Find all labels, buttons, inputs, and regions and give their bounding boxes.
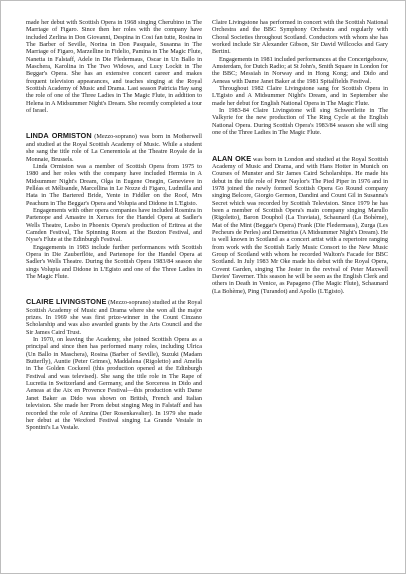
bio-claire-livingstone-continued xyxy=(212,19,388,137)
bio-lead-paragraph xyxy=(26,132,202,162)
left-column xyxy=(26,19,202,440)
right-column xyxy=(212,19,388,303)
bio-paragraph: In 1983-84 Claire Livingstone will sing Schwertleite in The Valkyrie for the new production of The Ring Cycle at the English National Opera. During Scottish Opera's 1983/84 season she will sing one of the Three Ladies in The Magic Flute. xyxy=(212,107,388,137)
bio-lead-paragraph xyxy=(212,155,388,296)
bio-linda-ormiston xyxy=(26,132,202,280)
singer-name: ALAN OKE xyxy=(212,153,252,163)
bio-paragraph: Engagements with other opera companies have included Rosmira in Partenope and Amastre in Xerxes for the Handel Opera at Sadler's Wells Theatre, Lesbo in Phoenix Opera's production of Eritrea at the Camden Festival, The Spinning Room at the Buxton Festival, and Nyse's Flute at the Edinburgh Festival. xyxy=(26,206,202,244)
bio-paragraph: Linda Ormiston was a member of Scottish Opera from 1975 to 1980 and her roles with the company have included Hermia in A Midsummer Night's Dream, Olga in Eugene Onegin, Genevieve in Pelléas et Mélisande, Marcellina in Le Nozze di Figaro, Ludmilla and Hata in The Bartered Bride, Yente in Fiddler on the Roof, Mrs Peachum in The Beggar's Opera and Volupia and Didone in L'Egisto. xyxy=(26,162,202,207)
bio-intro xyxy=(26,19,202,114)
bio-claire-livingstone xyxy=(26,298,202,431)
bio-lead-text: was born in London and studied at the Royal Scottish Academy of Music and Drama, and with Hans Hotter in Munich on Courses of Munster and Sir James Caird Scholarships. He made his debut in the title role of Peter Naylor's The Pied Piper in 1976 and in 1978 joined the newly formed Scottish Opera Go Round company singing Belcore, Giorgio Germon, Dandini and Count Gil in Susanna's Secret which was recorded by Scottish Television. Since 1979 he has been a member of Scottish Opera's main company singing Marullo (Rigoletto), Baron Douphol (La Traviata), Schaunard (La Bohème), Mat of the Mint (Beggar's Opera) Frank (Die Fledermaus), Zurga (Les Pecheurs de Perles) and Demetrius (A Midsummer Night's Dream). He is well known in Scotland as a concert artist with a repertoire ranging from work with the Scottish Early Music Consort to the New Music Group of Scotland with whom he recorded Walton's Facade for BBC Scotland. In July 1983 Mr Oke made his debut with the Royal Opera, Covent Garden, singing The Jester in the revival of Peter Maxwell Davies' Taverner. This season he will be seen as the English Clerk and others in Death in Venice, as Papageno (The Magic Flute), Schaunard (La Bohème), Ping (Turandot) and Apollo (L'Egisto). xyxy=(212,155,389,295)
bio-paragraph: Engagements in 1983 include further performances with Scottish Opera in Die Zauberflöte, and Partenope for the Handel Opera at Sadler's Wells Theatre. During the Scottish Opera 1983/84 season she sings Volupia and Didone in L'Egisto and one of the Three Ladies in The Magic Flute. xyxy=(26,243,202,280)
bio-alan-oke xyxy=(212,155,388,296)
bio-paragraph: made her debut with Scottish Opera in 1968 singing Cherubino in The Marriage of Figaro. Since then her roles with the company have included Zerlina in Don Giovanni, Despina in Cosi fan tutte, Rosina in The Barber of Seville, Norina in Don Pasquale, Susanna in The Marriage of Figaro, Marzelline in Fidelio, Pamina in The Magic Flute, Nanetta in Falstaff, Adele in Die Fledermaus, Oscar in Un Ballo in Maschera, Karolina in The Two Widows, and Lucy Lockit in The Beggar's Opera. She has an extensive concert career and makes frequent television appearances, and teaches singing at the Royal Scottish Academy of Music and Drama. Last season Patricia Hay sang the role of one of the Three Ladies in The Magic Flute, in addition to Helena in A Midsummer Night's Dream. She recently completed a tour of Israel. xyxy=(26,19,202,115)
bio-lead-text: (Mezzo-soprano) was born in Motherwell and studied at the Royal Scottish Academy of Music. While a student she sang the title role of La Cenerentola at the Theatre Royale de la Monnaie, Brussels. xyxy=(26,133,202,163)
bio-lead-paragraph xyxy=(26,298,202,336)
bio-paragraph: In 1970, on leaving the Academy, she joined Scottish Opera as a principal and since then has performed many roles, including Ulrica (Un Ballo in Maschera), Rosina (Barber of Seville), Suzuki (Madam Butterfly), Auntie (Peter Grimes), Maddalena (Rigoletto) and Amelfa in The Golden Cockerel (this production opened at the Edinburgh Festival and was televised). She sang the title role in The Rape of Lucretia in Switzerland and Germany, and the Sorceress in Dido and Aeneas at the Aix en Provence Festival—this production with Dame Janet Baker as Dido was shown on British, French and Italian television. She made her Prom debut singing Meg in Falstaff and has recorded the role of Annina (Der Rosenkavalier). In 1979 she made her debut at the Wexford Festival singing La Grande Vestale in Spontini's La Vestale. xyxy=(26,336,202,432)
bio-paragraph: Engagements in 1981 included performances at the Concertgebouw, Amsterdam, for Dutch Radio; at St John's, Smith Square in London for the BBC; Messiah in Norway and in Hong Kong; and Dido and Aeneas with Dame Janet Baker at the 1981 Spitalfields Festival. xyxy=(212,55,388,85)
bio-lead-text: (Mezzo-soprano) studied at the Royal Scottish Academy of Music and Drama where she won all the major prizes. In 1969 she was first prize-winner in the Count Cinzano Scholarship and was also awarded grants by the Arts Council and the Sir James Caird Trust. xyxy=(26,299,202,336)
singer-name: CLAIRE LIVINGSTONE xyxy=(26,297,107,307)
bio-paragraph: Claire Livingstone has performed in concert with the Scottish National Orchestra and the BBC Symphony Orchestra and regularly with Choral Societies throughout Scotland. Conductors with whom she has worked include Sir Alexander Gibson, Sir David Willcocks and Gary Bertini. xyxy=(212,19,388,56)
bio-paragraph: Throughout 1982 Claire Livingstone sang for Scottish Opera in L'Egisto and A Midsummer Night's Dream, and in September she made her debut for English National Opera in The Magic Flute. xyxy=(212,85,388,107)
singer-name: LINDA ORMISTON xyxy=(26,131,92,141)
